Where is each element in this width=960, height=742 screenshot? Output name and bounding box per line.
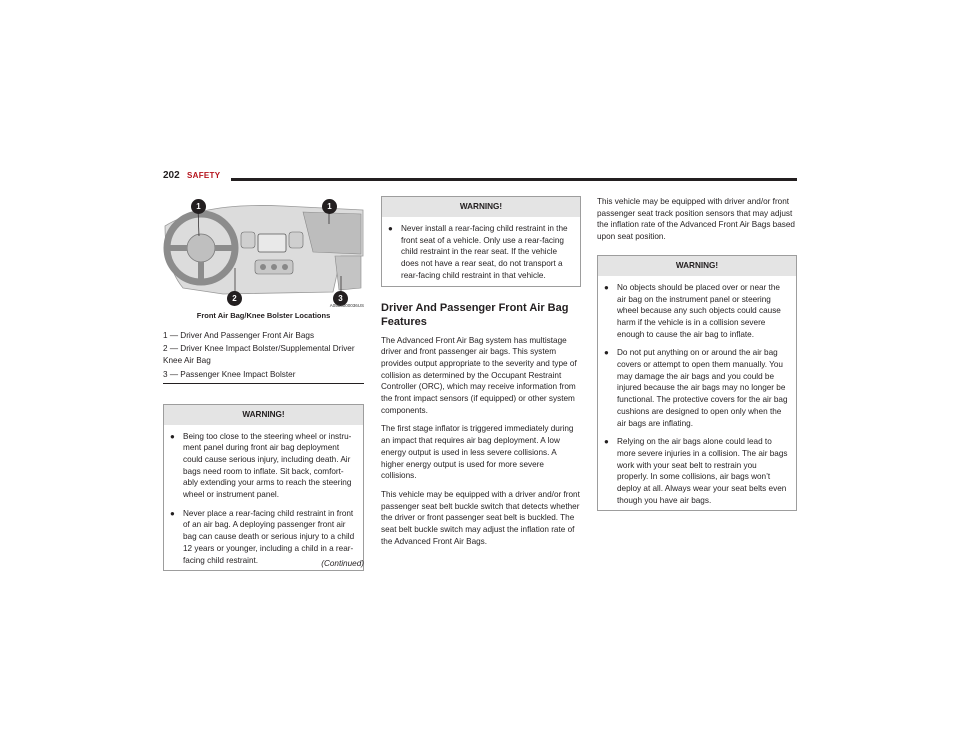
warning-body [598,276,796,511]
bullet-icon: ● [170,508,175,518]
legend-item-2: 2 — Driver Knee Impact Bolster/Supplemental Driver Knee Air Bag [163,344,355,366]
warning-item [604,347,790,429]
warning-box-2 [381,196,581,287]
section-heading: Driver And Passenger Front Air Bag Features [381,301,569,328]
paragraph: The Advanced Front Air Bag system has multistage driver and front passenger air bags. This system provides output appropriate to the severity and type of collision as determined by the Occupant Restraint Controller (ORC), which may receive information from the front impact sensors (if equipped) or other system components. [381,335,577,415]
bullet-icon: ● [388,224,393,233]
warning-item-text: Never install a rear-facing child restraint in the front seat of a vehicle. Only use a rear-facing child restraint in the rear seat. If the vehicle does not have a rear seat, do not transport a rear-facing child restraint in that vehicle. [401,224,568,280]
callout-1-passenger: 1 [322,199,337,214]
callout-1-driver: 1 [191,199,206,214]
continued-note: (Continued) [321,559,364,568]
legend-rule [163,383,364,384]
warning-item [388,223,574,282]
warning-item [170,508,357,567]
section-title: SAFETY [187,171,221,180]
paragraph: This vehicle may be equipped with driver and/or front passenger seat track position sensors that may adjust the inflation rate of the Advanced Front Air Bags based upon seat position. [597,197,795,242]
warning-title: WARNING! [164,405,363,425]
bullet-icon: ● [604,348,609,358]
page-number: 202 [163,170,180,181]
figure-legend [163,330,364,384]
figure-caption: Front Air Bag/Knee Bolster Locations [196,311,331,320]
warning-title: WARNING! [382,197,580,217]
paragraph: The first stage inflator is triggered immediately during an impact that requires air bag deployment. A low energy output is used in less severe collisions. A higher energy output is used for more severe collisions. [381,424,574,481]
warning-box-3 [597,255,797,512]
image-code: A0503000036US [329,303,364,308]
legend-item-1: 1 — Driver And Passenger Front Air Bags [163,330,315,340]
page-header [163,170,797,186]
header-rule [231,178,797,181]
warning-item-text: Do not put anything on or around the air bag covers or attempt to open them manually. You may damage the air bags and you could be injured because the air bags may no longer be functional. The protective covers for the air bag cushions are designed to open only when the air bags are inflating. [617,348,788,428]
warning-item [604,436,790,506]
column-3 [597,196,797,511]
warning-item [170,431,357,501]
warning-item-text: No objects should be placed over or near the air bag on the instrument panel or steering wheel because any such objects could cause harm if the vehicle is in a collision severe enough to cause the air bag to inflate. [617,282,781,339]
warning-item-text: Never place a rear-facing child restraint in front of an air bag. A deploying passenger front air bag can cause death or serious injury to a child 12 years or younger, including a child in a rear-facing child restraint. [183,508,355,565]
warning-item-text: Relying on the air bags alone could lead to more severe injuries in a collision. The air bags work with your seat belt to restrain you properly. In some collisions, air bags won’t deploy at all. Always wear your seat belts even though you have air bags. [617,437,788,505]
warning-title: WARNING! [598,256,796,276]
warning-body [164,425,363,571]
callout-2: 2 [227,291,242,306]
bullet-icon: ● [170,431,175,441]
dashboard-illustration [163,196,364,308]
column-1 [163,196,364,571]
dashboard-drawing [163,196,364,308]
column-2 [381,196,581,554]
bullet-icon: ● [604,437,609,447]
bullet-icon: ● [604,282,609,292]
legend-item-3: 3 — Passenger Knee Impact Bolster [163,369,296,379]
paragraph: This vehicle may be equipped with a driver and/or front passenger seat belt buckle switch that detects whether the driver or front passenger seat belt is buckled. The seat belt buckle switch may adjust the inflation rate of the Advanced Front Air Bags. [381,489,580,546]
warning-box-1 [163,404,364,572]
warning-item [604,282,790,341]
callout-3: 3 [333,291,348,306]
warning-body [382,217,580,286]
warning-item-text: Being too close to the steering wheel or instru- ment panel during front air bag deployment could cause serious injury, including death. Air bags need room to inflate. Sit back, comfort- ably extending your arms to reach the steering wheel or instrument panel. [183,431,352,500]
